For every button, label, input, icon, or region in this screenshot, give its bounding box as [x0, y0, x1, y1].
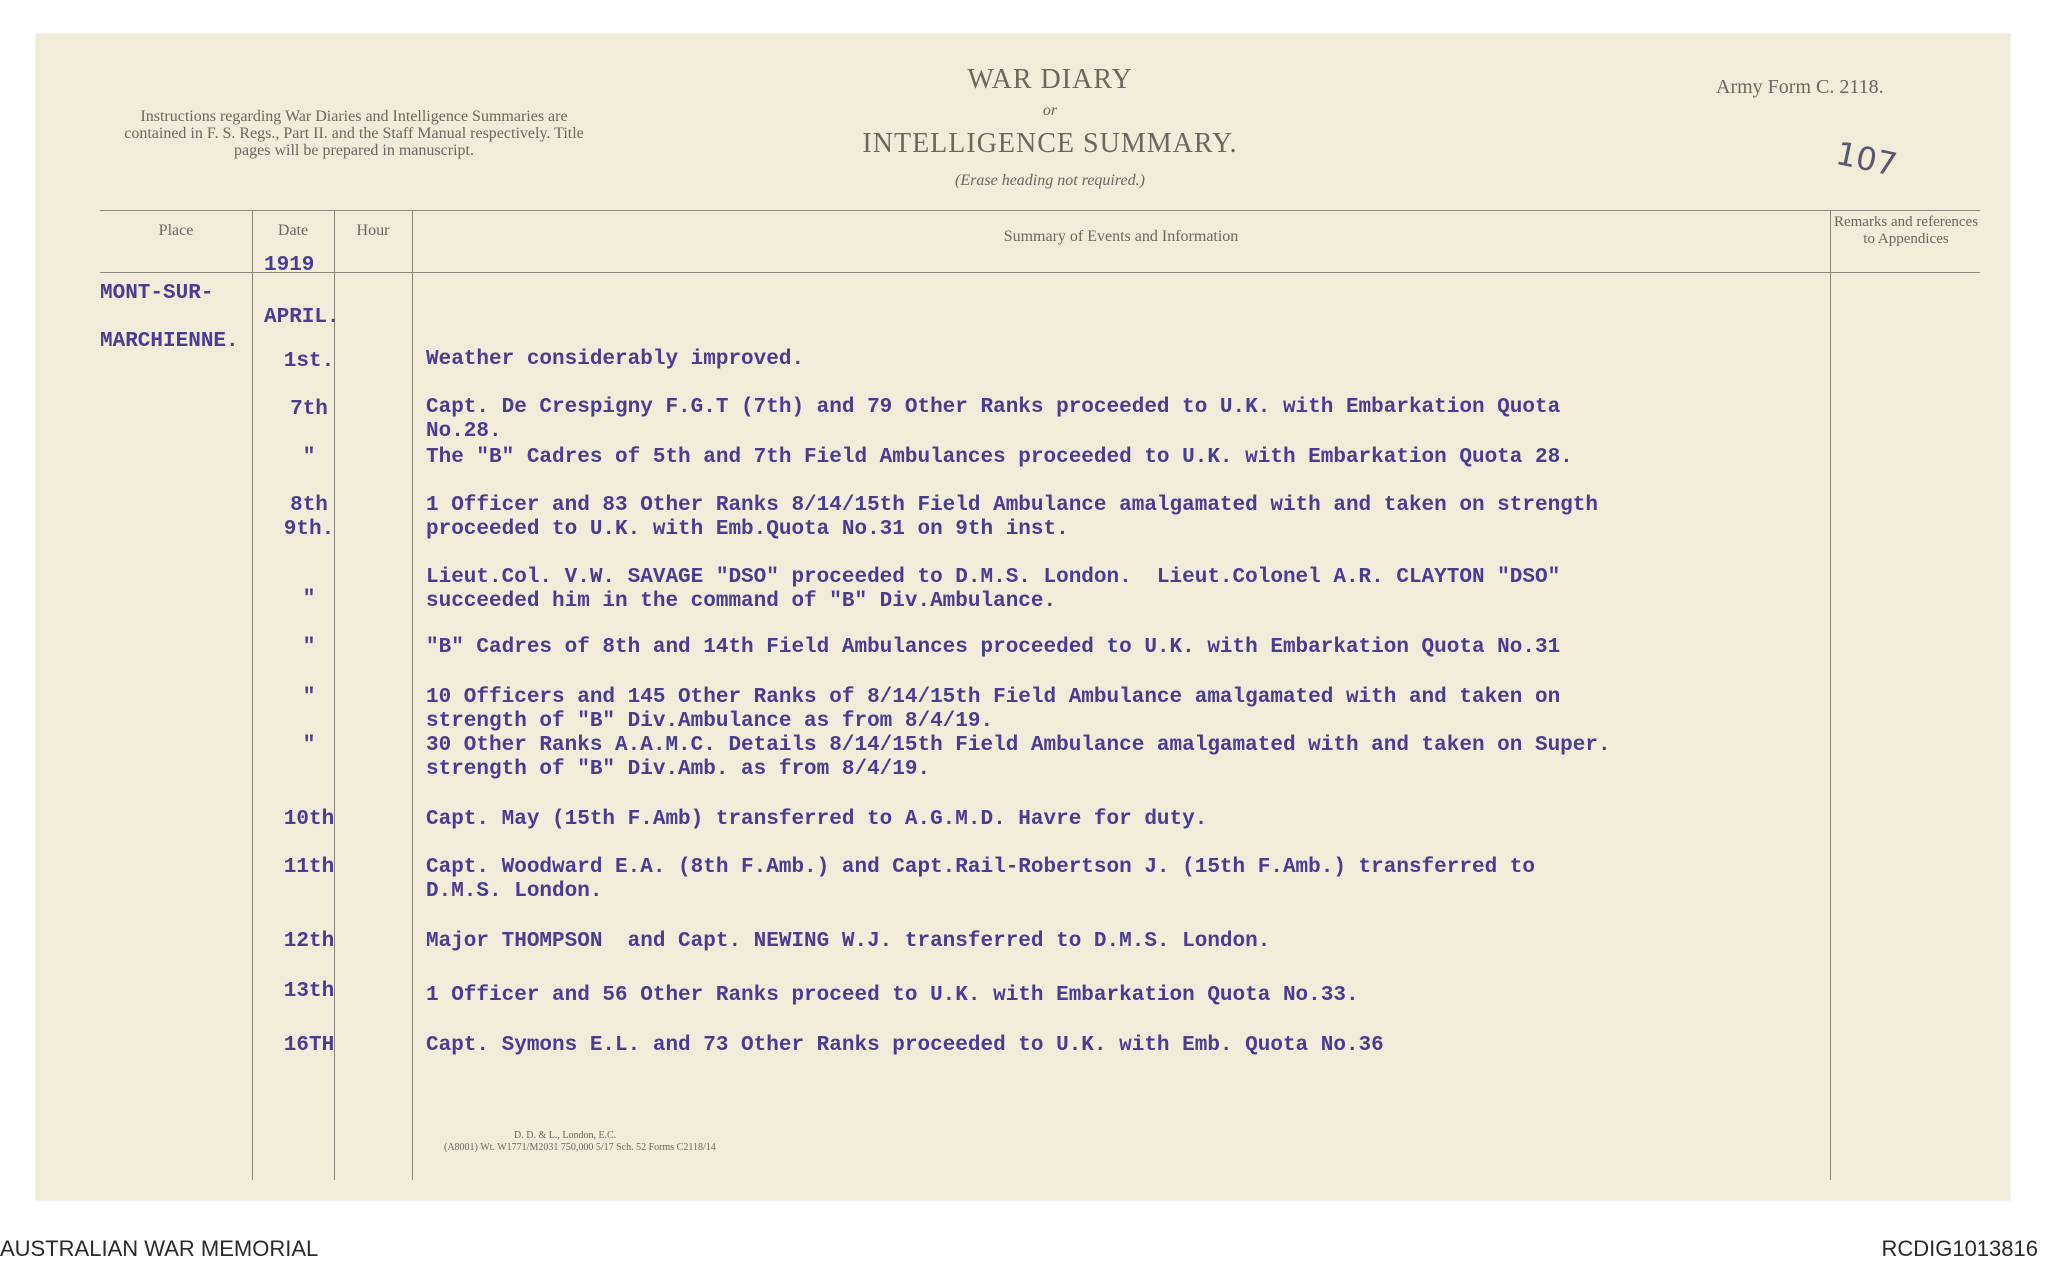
place-line-1: MONT-SUR-	[100, 282, 214, 305]
entry-text: Weather considerably improved.	[426, 348, 805, 371]
date-month: APRIL.	[264, 306, 340, 329]
entry-text: Major THOMPSON and Capt. NEWING W.J. transferred to D.M.S. London.	[426, 930, 1271, 953]
entry-date: 11th	[283, 856, 335, 879]
column-divider-place	[252, 210, 253, 1180]
page-number: 107	[1832, 134, 1901, 184]
entry-date: "	[302, 636, 316, 659]
title-war-diary: WAR DIARY	[967, 64, 1133, 95]
entry-text: Capt. Woodward E.A. (8th F.Amb.) and Capt.Rail-Robertson J. (15th F.Amb.) transferred to D.M.S. London.	[426, 856, 1535, 903]
instructions-text: Instructions regarding War Diaries and Intelligence Summaries are contained in F. S. Regs., Part II. and the Staff Manual respectively. Title pages will be prepared in manuscript.	[124, 108, 584, 159]
footer-record-id: RCDIG1013816	[1881, 1236, 2038, 1261]
printer-imprint	[444, 1130, 716, 1154]
diary-sheet	[36, 34, 2010, 1200]
title-note: (Erase heading not required.)	[955, 172, 1145, 189]
entry-text: "B" Cadres of 8th and 14th Field Ambulances proceeded to U.K. with Embarkation Quota No.31	[426, 636, 1561, 659]
form-number: Army Form C. 2118.	[1716, 76, 1884, 98]
entry-text: 1 Officer and 56 Other Ranks proceed to U.K. with Embarkation Quota No.33.	[426, 984, 1359, 1007]
entry-date: "	[302, 588, 316, 611]
entry-date: "	[302, 734, 316, 757]
entry-date: 8th 9th.	[283, 494, 335, 541]
column-header-hour: Hour	[356, 222, 390, 239]
entry-date: 13th	[283, 980, 335, 1003]
printer-line-2: (A8001) Wt. W1771/M2031 750,000 5/17 Sch. 52 Forms C2118/14	[444, 1142, 716, 1153]
footer-source: AUSTRALIAN WAR MEMORIAL	[0, 1236, 319, 1261]
place-line-2: MARCHIENNE.	[100, 330, 239, 353]
table-top-rule	[100, 210, 1980, 211]
column-divider-remarks	[1830, 210, 1831, 1180]
column-header-summary: Summary of Events and Information	[1003, 228, 1239, 245]
entry-date: 12th	[283, 930, 335, 953]
entry-text: 30 Other Ranks A.A.M.C. Details 8/14/15th Field Ambulance amalgamated with and taken on Super. strength of "B" Div.Amb. as from 8/4/19.	[426, 734, 1611, 781]
entry-text: Capt. De Crespigny F.G.T (7th) and 79 Other Ranks proceeded to U.K. with Embarkation Quota No.28.	[426, 396, 1561, 443]
column-header-place: Place	[158, 222, 194, 239]
title-or: or	[1042, 102, 1058, 119]
entry-date: 10th	[283, 808, 335, 831]
entry-text: Capt. May (15th F.Amb) transferred to A.G.M.D. Havre for duty.	[426, 808, 1208, 831]
entry-text: Lieut.Col. V.W. SAVAGE "DSO" proceeded to D.M.S. London. Lieut.Colonel A.R. CLAYTON "DSO" succeeded him in the command of "B" Div.Ambulance.	[426, 566, 1561, 613]
column-header-date: Date	[277, 222, 309, 239]
entry-text: The "B" Cadres of 5th and 7th Field Ambulances proceeded to U.K. with Embarkation Quota 28.	[426, 446, 1573, 469]
entry-date: "	[302, 686, 316, 709]
entry-text: 10 Officers and 145 Other Ranks of 8/14/15th Field Ambulance amalgamated with and taken on strength of "B" Div.Ambulance as from 8/4/19.	[426, 686, 1561, 733]
entry-date: 1st.	[283, 350, 335, 373]
entry-text: 1 Officer and 83 Other Ranks 8/14/15th Field Ambulance amalgamated with and taken on strength proceeded to U.K. with Emb.Quota No.31 on 9th inst.	[426, 494, 1598, 541]
printer-line-1: D. D. & L., London, E.C.	[514, 1130, 617, 1141]
entry-text: Capt. Symons E.L. and 73 Other Ranks proceeded to U.K. with Emb. Quota No.36	[426, 1034, 1384, 1057]
title-intelligence-summary: INTELLIGENCE SUMMARY.	[862, 128, 1238, 159]
date-year: 1919	[264, 254, 315, 277]
column-divider-hour	[412, 210, 413, 1180]
table-header-rule	[100, 272, 1980, 273]
column-header-remarks: Remarks and references to Appendices	[1833, 214, 1979, 247]
entry-date: 7th	[290, 398, 328, 421]
entry-date: 16TH	[283, 1034, 335, 1057]
entry-date: "	[302, 446, 316, 469]
